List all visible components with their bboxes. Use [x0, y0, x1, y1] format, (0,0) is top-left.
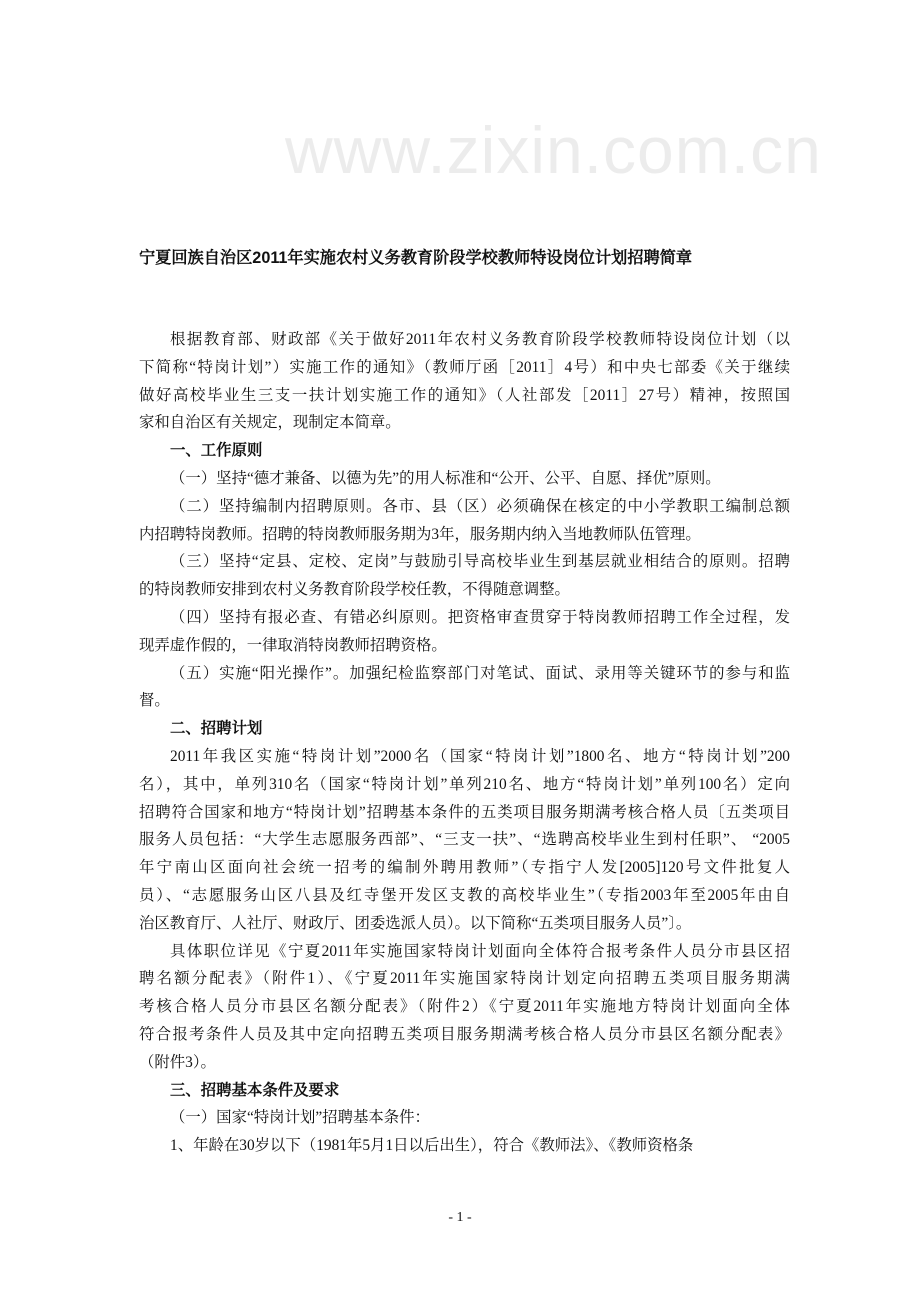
text-line: 做好高校毕业生三支一扶计划实施工作的通知》（人社部发［2011］27号）精神，按照国: [139, 386, 790, 404]
text-line: 三、招聘基本条件及要求: [170, 1081, 340, 1099]
text-line: 家和自治区有关规定，现制定本简章。: [139, 414, 401, 432]
text-line: 2011年我区实施“特岗计划”2000名（国家“特岗计划”1800名、地方“特岗计划”200: [170, 747, 790, 765]
text-line: （二）坚持编制内招聘原则。各市、县（区）必须确保在核定的中小学教职工编制总额: [170, 497, 790, 515]
paragraph: [139, 1104, 790, 1132]
text-line: 招聘符合国家和地方“特岗计划”招聘基本条件的五类项目服务期满考核合格人员〔五类项目: [139, 803, 790, 821]
section-heading: [139, 437, 790, 465]
text-line: 符合报考条件人员及其中定向招聘五类项目服务期满考核合格人员分市县区名额分配表》: [139, 1025, 790, 1043]
watermark: www.zixin.com.cn: [285, 113, 822, 187]
section-heading: [139, 715, 790, 743]
text-line: 年宁南山区面向社会统一招考的编制外聘用教师”（专指宁人发[2005]120号文件批复人: [139, 859, 790, 877]
paragraph: [139, 548, 790, 604]
text-line: 服务人员包括：“大学生志愿服务西部”、“三支一扶”、“选聘高校毕业生到村任职”、 “2005: [139, 831, 790, 849]
text-line: 的特岗教师安排到农村义务教育阶段学校任教，不得随意调整。: [139, 581, 570, 599]
text-line: （一）坚持“德才兼备、以德为先”的用人标准和“公开、公平、自愿、择优”原则。: [170, 469, 721, 487]
text-line: 现弄虚作假的，一律取消特岗教师招聘资格。: [139, 636, 447, 654]
text-line: 员）、“志愿服务山区八县及红寺堡开发区支教的高校毕业生”（专指2003年至2005年由自: [139, 886, 790, 904]
text-line: 具体职位详见《宁夏2011年实施国家特岗计划面向全体符合报考条件人员分市县区招: [170, 942, 790, 960]
section-heading: [139, 1077, 790, 1105]
text-line: 考核合格人员分市县区名额分配表》（附件2）《宁夏2011年实施地方特岗计划面向全体: [139, 998, 790, 1016]
paragraph: [139, 465, 790, 493]
document-title: 宁夏回族自治区2011年实施农村义务教育阶段学校教师特设岗位计划招聘简章: [139, 249, 693, 267]
text-line: 内招聘特岗教师。招聘的特岗教师服务期为3年，服务期内纳入当地教师队伍管理。: [139, 525, 701, 543]
paragraph: [139, 604, 790, 660]
paragraph: [139, 326, 790, 437]
paragraph: [139, 660, 790, 716]
paragraph: [139, 493, 790, 549]
text-line: （四）坚持有报必查、有错必纠原则。把资格审查贯穿于特岗教师招聘工作全过程，发: [170, 608, 790, 626]
text-line: 一、工作原则: [170, 442, 263, 460]
text-line: 下简称“特岗计划”）实施工作的通知》（教师厅函［2011］4号）和中央七部委《关于继续: [139, 358, 790, 376]
text-line: （一）国家“特岗计划”招聘基本条件：: [170, 1109, 430, 1127]
text-line: 聘名额分配表》（附件1）、《宁夏2011年实施国家特岗计划定向招聘五类项目服务期满: [139, 970, 790, 988]
text-line: （附件3）。: [139, 1053, 216, 1071]
paragraph: [139, 1132, 790, 1160]
paragraph: [139, 938, 790, 1077]
text-line: 治区教育厅、人社厅、财政厅、团委选派人员）。以下简称“五类项目服务人员”〕。: [139, 914, 692, 932]
text-line: 根据教育部、财政部《关于做好2011年农村义务教育阶段学校教师特设岗位计划（以: [170, 331, 790, 348]
text-line: 督。: [139, 692, 170, 710]
text-line: （五）实施“阳光操作”。加强纪检监察部门对笔试、面试、录用等关键环节的参与和监: [170, 664, 790, 682]
text-line: （三）坚持“定县、定校、定岗”与鼓励引导高校毕业生到基层就业相结合的原则。招聘: [170, 553, 790, 571]
text-line: 二、招聘计划: [170, 720, 263, 738]
text-line: 1、年龄在30岁以下（1981年5月1日以后出生），符合《教师法》、《教师资格条: [170, 1137, 694, 1155]
document-body: [139, 326, 790, 1160]
text-line: 名），其中，单列310名（国家“特岗计划”单列210名、地方“特岗计划”单列100名）定向: [139, 775, 790, 793]
paragraph: [139, 743, 790, 938]
page-number: - 1 -: [448, 1210, 472, 1225]
